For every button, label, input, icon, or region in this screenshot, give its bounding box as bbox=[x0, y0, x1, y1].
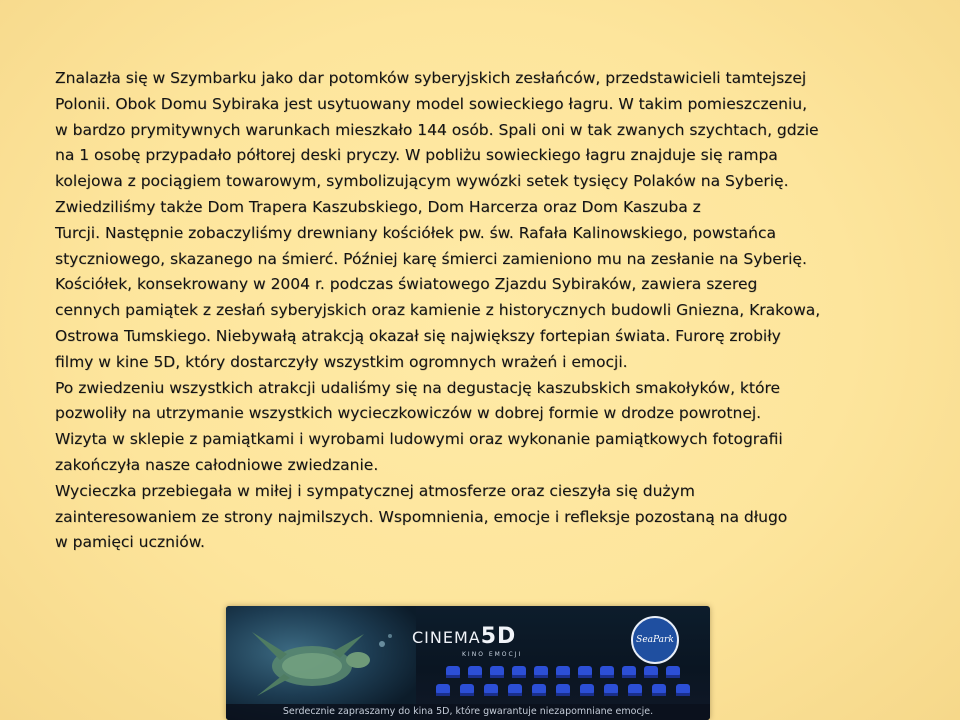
logo-5d-text: 5D bbox=[480, 624, 517, 649]
seat-icon bbox=[644, 666, 658, 678]
text-line: zakończyła nasze całodniowe zwiedzanie. bbox=[55, 455, 379, 474]
seat-icon bbox=[652, 684, 666, 696]
badge-text: SeaPark bbox=[636, 635, 674, 645]
text-line: Wycieczka przebiegała w miłej i sympatycznej atmosferze oraz cieszyła się dużym bbox=[55, 481, 695, 500]
cinema-5d-logo bbox=[412, 624, 523, 658]
sea-turtle-icon bbox=[232, 624, 402, 704]
cinema-seats bbox=[416, 664, 710, 704]
seat-icon bbox=[676, 684, 690, 696]
text-line: cennych pamiątek z zesłań syberyjskich oraz kamienie z historycznych budowli Gniezna, Krakowa, bbox=[55, 301, 821, 320]
seat-icon bbox=[484, 684, 498, 696]
seat-icon bbox=[604, 684, 618, 696]
text-line: w pamięci uczniów. bbox=[55, 533, 205, 552]
logo-subtitle: KINO EMOCJI bbox=[462, 651, 523, 658]
seat-icon bbox=[556, 666, 570, 678]
text-line: Po zwiedzeniu wszystkich atrakcji udaliśmy się na degustację kaszubskich smakołyków, które bbox=[55, 378, 781, 397]
article-text bbox=[55, 66, 905, 556]
text-line: w bardzo prymitywnych warunkach mieszkało 144 osób. Spali oni w tak zwanych szychtach, gdzie bbox=[55, 120, 819, 139]
text-line: filmy w kine 5D, który dostarczyły wszystkim ogromnych wrażeń i emocji. bbox=[55, 352, 628, 371]
seat-icon bbox=[622, 666, 636, 678]
seat-icon bbox=[490, 666, 504, 678]
seat-icon bbox=[534, 666, 548, 678]
text-line: Turcji. Następnie zobaczyliśmy drewniany kościółek pw. św. Rafała Kalinowskiego, powstańca bbox=[55, 223, 777, 242]
text-line: Wizyta w sklepie z pamiątkami i wyrobami ludowymi oraz wykonanie pamiątkowych fotografii bbox=[55, 430, 783, 449]
seat-icon bbox=[628, 684, 642, 696]
text-line: Ostrowa Tumskiego. Niebywałą atrakcją okazał się największy fortepian świata. Furorę zrobiły bbox=[55, 326, 781, 345]
text-line: pozwoliły na utrzymanie wszystkich wycieczkowiczów w dobrej formie w drodze powrotnej. bbox=[55, 404, 762, 423]
seat-icon bbox=[666, 666, 680, 678]
seat-icon bbox=[508, 684, 522, 696]
seat-icon bbox=[446, 666, 460, 678]
text-line: Polonii. Obok Domu Sybiraka jest usytuowany model sowieckiego łagru. W takim pomieszczeniu, bbox=[55, 94, 808, 113]
logo-cinema-text: CINEMA bbox=[412, 628, 481, 647]
seapark-badge bbox=[631, 616, 679, 664]
seat-icon bbox=[532, 684, 546, 696]
seat-icon bbox=[460, 684, 474, 696]
cinema-5d-banner bbox=[226, 606, 710, 720]
text-line: Kościółek, konsekrowany w 2004 r. podczas światowego Zjazdu Sybiraków, zawiera szereg bbox=[55, 275, 758, 294]
seat-icon bbox=[512, 666, 526, 678]
seat-icon bbox=[580, 684, 594, 696]
text-line: Zwiedziliśmy także Dom Trapera Kaszubskiego, Dom Harcerza oraz Dom Kaszuba z bbox=[55, 197, 701, 216]
banner-caption: Serdecznie zapraszamy do kina 5D, które gwarantuje niezapomniane emocje. bbox=[226, 704, 710, 720]
seat-icon bbox=[600, 666, 614, 678]
seat-icon bbox=[556, 684, 570, 696]
text-line: zainteresowaniem ze strony najmilszych. Wspomnienia, emocje i refleksje pozostaną na długo bbox=[55, 507, 788, 526]
text-line: Znalazła się w Szymbarku jako dar potomków syberyjskich zesłańców, przedstawicieli tamtejszej bbox=[55, 69, 807, 87]
seat-icon bbox=[436, 684, 450, 696]
sea-background bbox=[226, 606, 416, 720]
seat-icon bbox=[578, 666, 592, 678]
text-line: styczniowego, skazanego na śmierć. Później karę śmierci zamieniono mu na zesłanie na Syberię. bbox=[55, 249, 807, 268]
seat-icon bbox=[468, 666, 482, 678]
text-line: na 1 osobę przypadało półtorej deski pryczy. W pobliżu sowieckiego łagru znajduje się rampa bbox=[55, 146, 778, 165]
text-line: kolejowa z pociągiem towarowym, symbolizującym wywózki setek tysięcy Polaków na Syberię. bbox=[55, 172, 789, 191]
